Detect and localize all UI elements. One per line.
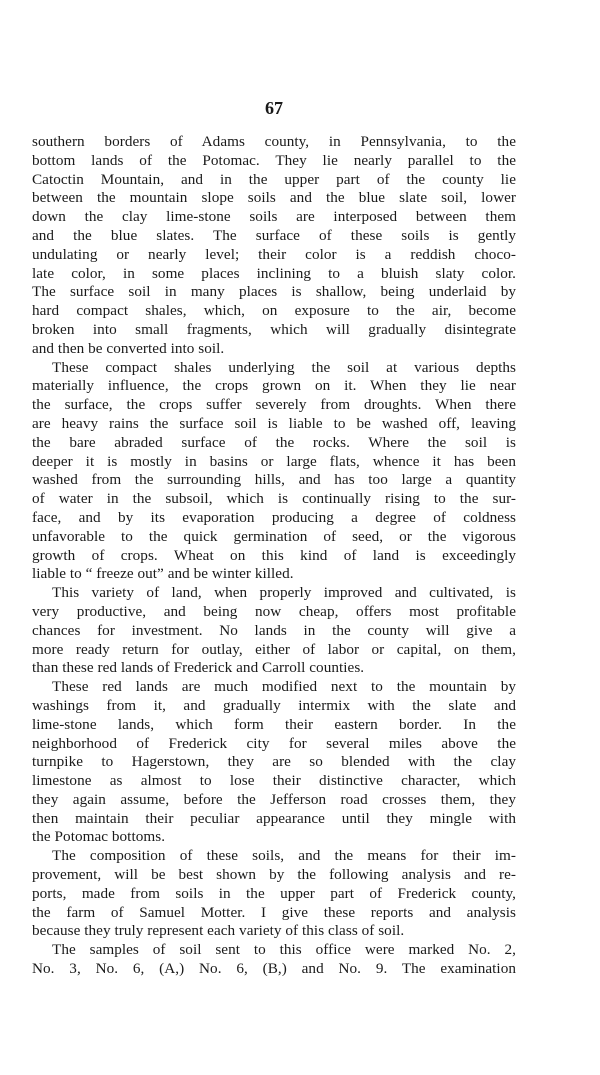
text-line: The samples of soil sent to this office were marked No. 2, xyxy=(52,941,516,959)
text-line: the farm of Samuel Motter. I give these reports and analysis xyxy=(32,903,516,921)
text-line: are heavy rains the surface soil is liable to be washed off, leaving xyxy=(32,414,516,432)
text-line: late color, in some places inclining to a bluish slaty color. xyxy=(32,264,516,282)
text-line: liable to “ freeze out” and be winter killed. xyxy=(32,565,294,583)
body-text xyxy=(32,133,516,979)
text-line: and the blue slates. The surface of these soils is gently xyxy=(32,226,516,244)
text-line: between the mountain slope soils and the blue slate soil, lower xyxy=(32,189,516,207)
text-line: neighborhood of Frederick city for several miles above the xyxy=(32,734,516,752)
text-line: hard compact shales, which, on exposure to the air, become xyxy=(32,302,516,320)
paragraph xyxy=(32,359,516,585)
text-line: deeper it is mostly in basins or large flats, whence it has been xyxy=(32,452,516,470)
text-line: very productive, and being now cheap, offers most profitable xyxy=(32,602,516,620)
text-line: broken into small fragments, which will gradually disintegrate xyxy=(32,320,516,338)
text-line: of water in the subsoil, which is continually rising to the sur- xyxy=(32,490,516,508)
text-line: then maintain their peculiar appearance until they mingle with xyxy=(32,809,516,827)
text-line: provement, will be best shown by the following analysis and re- xyxy=(32,866,516,884)
text-line: washings from it, and gradually intermix with the slate and xyxy=(32,696,516,714)
text-line: undulating or nearly level; their color is a reddish choco- xyxy=(32,245,516,263)
text-line: face, and by its evaporation producing a degree of coldness xyxy=(32,508,516,526)
text-line: washed from the surrounding hills, and has too large a quantity xyxy=(32,471,516,489)
page-number: 67 xyxy=(265,98,283,118)
text-line: unfavorable to the quick germination of seed, or the vigorous xyxy=(32,527,516,545)
text-line: ports, made from soils in the upper part of Frederick county, xyxy=(32,884,516,902)
text-line: the bare abraded surface of the rocks. Where the soil is xyxy=(32,433,516,451)
paragraph xyxy=(32,678,516,847)
text-line: than these red lands of Frederick and Carroll counties. xyxy=(32,659,365,677)
text-line: they again assume, before the Jefferson road crosses them, they xyxy=(32,790,516,808)
text-line: These red lands are much modified next to the mountain by xyxy=(52,678,516,696)
text-line: limestone as almost to lose their distinctive character, which xyxy=(32,772,516,790)
text-line: materially influence, the crops grown on it. When they lie near xyxy=(32,377,516,395)
text-line: lime-stone lands, which form their eastern border. In the xyxy=(32,715,516,733)
text-line: No. 3, No. 6, (A,) No. 6, (B,) and No. 9. The examination xyxy=(32,960,516,978)
text-line: down the clay lime-stone soils are interposed between them xyxy=(32,208,516,226)
text-line: This variety of land, when properly improved and cultivated, is xyxy=(52,584,516,602)
text-line: because they truly represent each variety of this class of soil. xyxy=(32,922,405,940)
text-line: growth of crops. Wheat on this kind of land is exceedingly xyxy=(32,546,516,564)
text-line: The composition of these soils, and the means for their im- xyxy=(52,847,516,865)
paragraph xyxy=(32,847,516,941)
paragraph xyxy=(32,584,516,678)
paragraph xyxy=(32,133,516,359)
document-page xyxy=(32,98,516,979)
text-line: Catoctin Mountain, and in the upper part of the county lie xyxy=(32,170,516,188)
text-line: The surface soil in many places is shallow, being underlaid by xyxy=(32,283,516,301)
text-line: the surface, the crops suffer severely from droughts. When there xyxy=(32,396,516,414)
text-line: the Potomac bottoms. xyxy=(32,828,166,846)
text-line: chances for investment. No lands in the county will give a xyxy=(32,621,516,639)
text-line: bottom lands of the Potomac. They lie nearly parallel to the xyxy=(32,151,516,169)
text-line: more ready return for outlay, either of labor or capital, on them, xyxy=(32,640,516,658)
text-line: turnpike to Hagerstown, they are so blended with the clay xyxy=(32,753,516,771)
paragraph xyxy=(32,941,516,979)
text-line: southern borders of Adams county, in Pennsylvania, to the xyxy=(32,133,516,150)
text-line: These compact shales underlying the soil at various depths xyxy=(52,358,516,376)
text-line: and then be converted into soil. xyxy=(32,339,225,357)
